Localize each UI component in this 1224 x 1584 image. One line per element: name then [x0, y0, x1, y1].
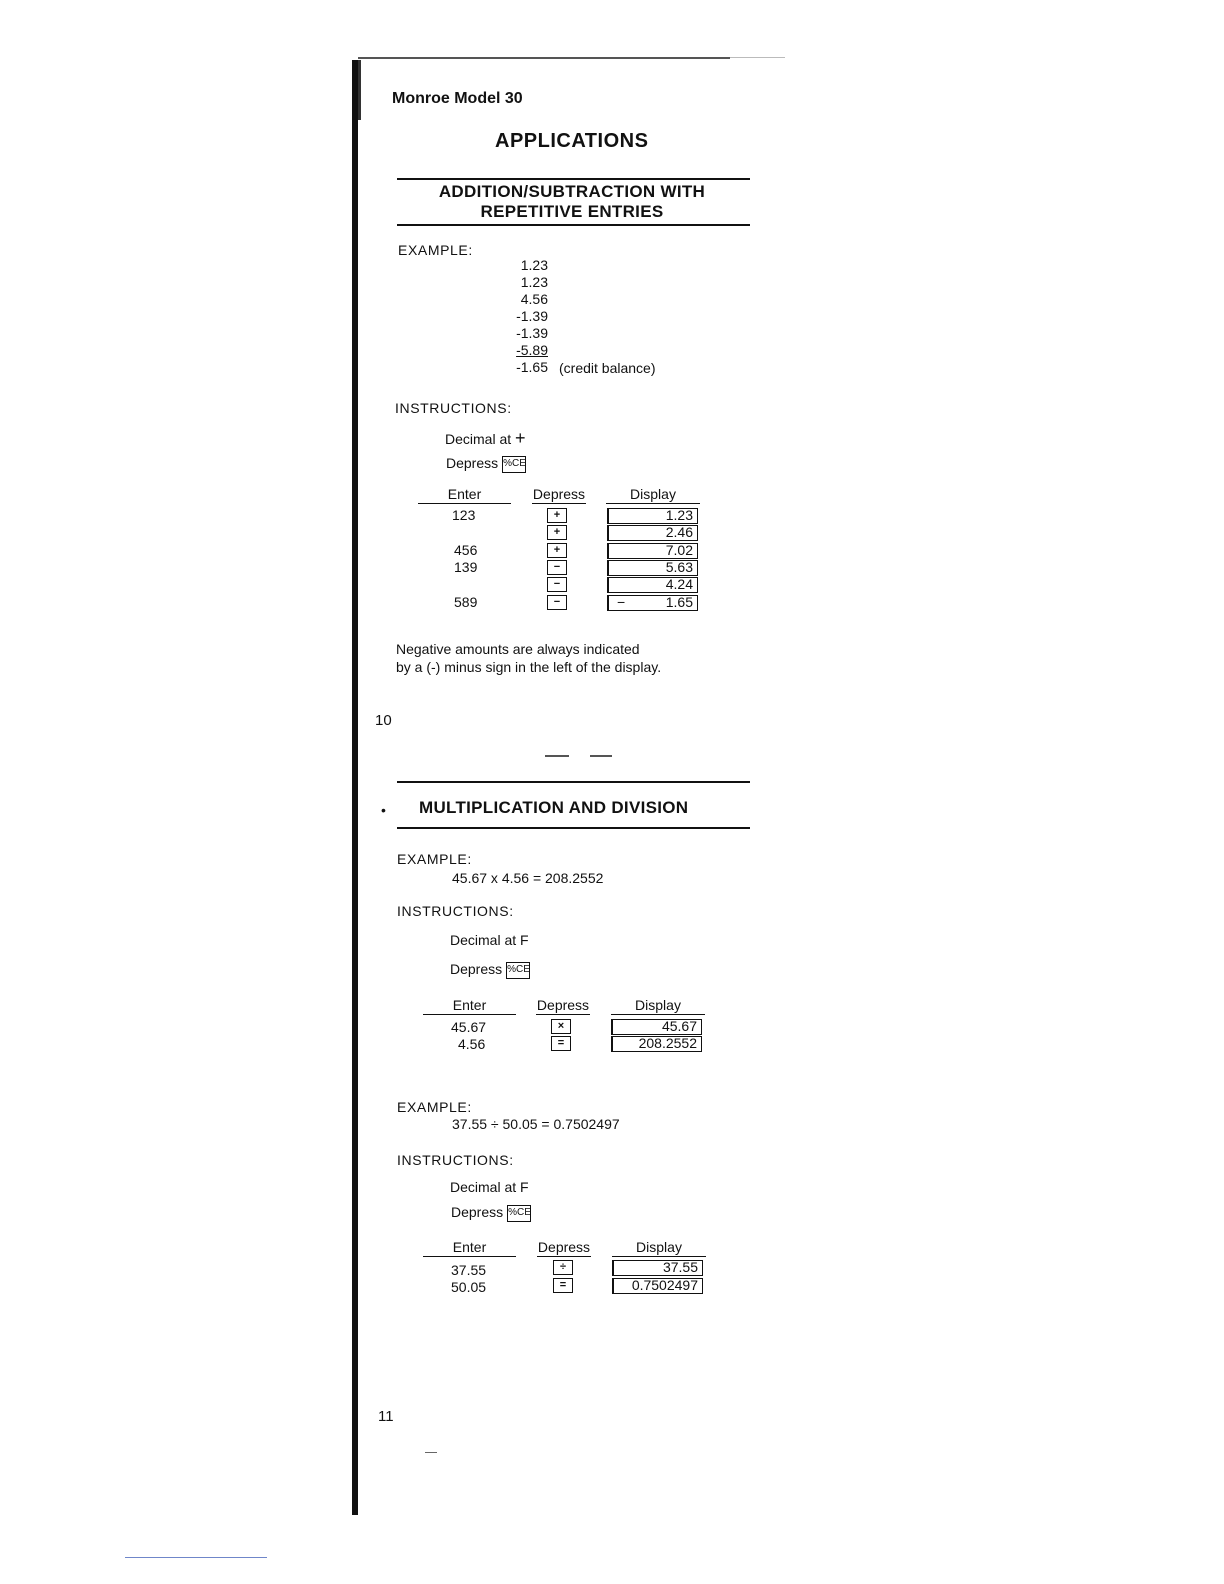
bullet-dot: • [381, 802, 386, 818]
model-name: Monroe Model 30 [392, 90, 523, 107]
multiply-key: × [551, 1019, 571, 1034]
decimal-setting: Decimal at F [450, 1179, 529, 1195]
col-display: Display [606, 486, 700, 504]
section1-bottom-rule [397, 224, 750, 226]
page-title: APPLICATIONS [495, 130, 649, 152]
section2-title: MULTIPLICATION AND DIVISION [419, 798, 689, 817]
instructions-label: INSTRUCTIONS: [397, 903, 514, 919]
plus-key: + [547, 525, 567, 540]
col-enter: Enter [423, 997, 516, 1015]
multiplication-equation: 45.67 x 4.56 = 208.2552 [452, 870, 604, 886]
example-label: EXAMPLE: [397, 851, 472, 867]
credit-balance-note: (credit balance) [559, 360, 656, 376]
example-value: 4.56 [520, 291, 548, 307]
clear-entry-key: %CE [507, 1205, 531, 1222]
display-readout: 2.46 [607, 525, 698, 541]
col-depress: Depress [536, 997, 590, 1013]
section2-top-rule [397, 781, 750, 783]
enter-value: 37.55 [451, 1262, 487, 1278]
col-display: Display [612, 1239, 706, 1257]
negative-note: Negative amounts are always indicated by a (-) minus sign in the left of the display. [396, 641, 662, 675]
minus-key: − [547, 577, 567, 592]
enter-value: 45.67 [451, 1019, 487, 1035]
example-value: 1.23 [520, 257, 548, 273]
enter-value: 456 [454, 542, 478, 558]
depress-instruction: Depress %CE [450, 961, 530, 977]
col-display: Display [611, 997, 705, 1015]
example-label: EXAMPLE: [397, 1099, 472, 1115]
minus-key: − [547, 595, 567, 610]
instructions-label: INSTRUCTIONS: [397, 1152, 514, 1168]
minus-key: − [547, 560, 567, 575]
decimal-setting: Decimal at F [450, 932, 529, 948]
page-number: 11 [378, 1408, 394, 1425]
display-readout: 4.24 [607, 577, 698, 593]
display-readout: 0.7502497 [612, 1278, 703, 1294]
divider-mark [545, 755, 569, 757]
page-left-edge-shadow [358, 60, 361, 120]
example-value: -5.89 [516, 342, 548, 358]
example-value: 1.23 [520, 274, 548, 290]
enter-value: 123 [452, 507, 476, 523]
depress-instruction: Depress %CE [446, 455, 526, 471]
enter-value: 139 [454, 559, 478, 575]
section1-title-line1: ADDITION/SUBTRACTION WITH [438, 182, 706, 201]
enter-value: 50.05 [451, 1279, 487, 1295]
display-readout: 45.67 [611, 1019, 702, 1035]
page-top-rule [358, 57, 730, 59]
col-depress: Depress [532, 486, 586, 502]
equals-key: = [551, 1036, 571, 1051]
depress-instruction: Depress %CE [451, 1204, 531, 1220]
col-enter: Enter [423, 1239, 516, 1257]
section2-bottom-rule [397, 827, 750, 829]
page-top-rule-faint [730, 57, 785, 58]
instructions-label: INSTRUCTIONS: [395, 400, 512, 416]
example-value: -1.39 [516, 325, 548, 341]
example-label: EXAMPLE: [398, 242, 473, 258]
bottom-rule [125, 1557, 267, 1558]
example-value: -1.39 [516, 308, 548, 324]
negative-sign: − [617, 594, 626, 610]
example-values [488, 257, 548, 376]
display-readout: 5.63 [607, 560, 698, 576]
divider-mark [590, 755, 612, 757]
display-readout: − 1.65 [607, 595, 698, 611]
page-left-edge [352, 60, 358, 1515]
enter-value: 4.56 [458, 1036, 486, 1052]
equals-key: = [553, 1278, 573, 1293]
plus-symbol: + [515, 428, 526, 448]
page-number: 10 [375, 712, 392, 729]
divide-key: ÷ [553, 1260, 573, 1275]
section1-title [397, 182, 747, 222]
clear-entry-key: %CE [506, 962, 530, 979]
section1-title-line2: REPETITIVE ENTRIES [480, 202, 664, 221]
plus-key: + [547, 543, 567, 558]
clear-entry-key: %CE [502, 456, 526, 473]
plus-key: + [547, 508, 567, 523]
display-readout: 37.55 [612, 1260, 703, 1276]
example-result: -1.65 [516, 359, 548, 375]
display-readout: 7.02 [607, 543, 698, 559]
decimal-setting: Decimal at + [445, 428, 526, 448]
enter-value: 589 [454, 594, 478, 610]
display-readout: 1.23 [607, 508, 698, 524]
division-equation: 37.55 ÷ 50.05 = 0.7502497 [452, 1116, 620, 1132]
stray-mark [425, 1452, 437, 1453]
display-readout: 208.2552 [611, 1036, 702, 1052]
section1-top-rule [397, 178, 750, 180]
col-depress: Depress [537, 1239, 591, 1255]
col-enter: Enter [418, 486, 511, 504]
